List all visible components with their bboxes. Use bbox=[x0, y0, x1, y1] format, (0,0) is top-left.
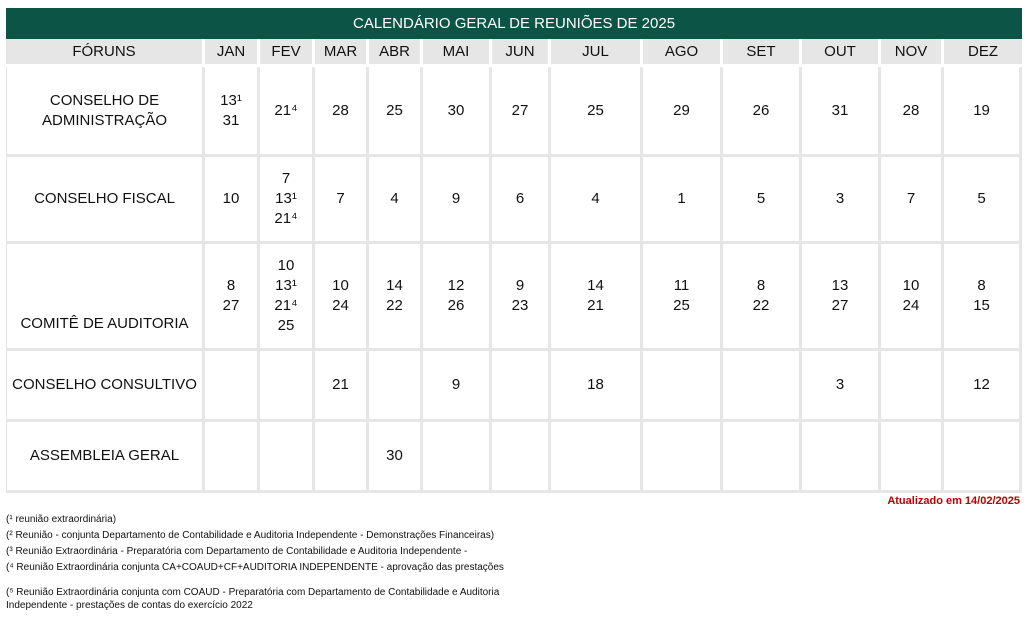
meeting-date: 8 bbox=[977, 277, 986, 294]
meeting-date: 27 bbox=[511, 101, 529, 119]
meeting-date: 24 bbox=[902, 297, 920, 314]
meeting-cell-dez bbox=[944, 67, 1022, 157]
meeting-date: 27 bbox=[831, 297, 849, 314]
meeting-date: 10 bbox=[222, 190, 240, 207]
meeting-cell-dez bbox=[944, 157, 1022, 244]
meeting-cell-mar bbox=[315, 157, 369, 244]
meeting-date: 21⁴ bbox=[274, 101, 298, 119]
meeting-cell-abr bbox=[369, 351, 423, 422]
footnotes bbox=[6, 512, 506, 612]
meeting-date: 13 bbox=[831, 277, 849, 294]
meeting-date: 7 bbox=[336, 190, 345, 207]
forum-row bbox=[6, 244, 1022, 351]
month-header-ago: AGO bbox=[643, 39, 723, 67]
meeting-date: 14 bbox=[587, 277, 604, 294]
meeting-date: 30 bbox=[386, 447, 403, 464]
forum-row bbox=[6, 157, 1022, 244]
footnote-4: (⁴ Reunião Extraordinária conjunta CA+COAUD+CF+AUDITORIA INDEPENDENTE - aprovação das prestações bbox=[6, 562, 504, 573]
meeting-date: 9 bbox=[451, 190, 461, 207]
month-header-set: SET bbox=[723, 39, 802, 67]
meeting-cell-mar bbox=[315, 67, 369, 157]
meeting-cell-nov bbox=[881, 244, 944, 351]
forum-name-line: ASSEMBLEIA GERAL bbox=[29, 447, 180, 464]
meeting-cell-out bbox=[802, 351, 881, 422]
meeting-date: 26 bbox=[447, 297, 465, 314]
meeting-date: 4 bbox=[390, 190, 399, 207]
meeting-cell-ago bbox=[643, 157, 723, 244]
meeting-date: 10 bbox=[277, 257, 295, 274]
meeting-cell-ago bbox=[643, 67, 723, 157]
meeting-cell-jul bbox=[551, 157, 643, 244]
meeting-cell-mai bbox=[423, 67, 492, 157]
meeting-date: 11 bbox=[673, 277, 690, 294]
meeting-date: 6 bbox=[515, 190, 525, 207]
meeting-cell-set bbox=[723, 422, 802, 493]
month-header-dez: DEZ bbox=[944, 39, 1022, 67]
month-header-jan: JAN bbox=[205, 39, 260, 67]
meeting-date: 21⁴ bbox=[274, 210, 298, 227]
meeting-cell-set bbox=[723, 157, 802, 244]
meeting-date: 30 bbox=[447, 101, 465, 119]
meeting-cell-mai bbox=[423, 244, 492, 351]
meeting-cell-mar bbox=[315, 351, 369, 422]
meeting-date: 9 bbox=[515, 277, 525, 294]
forum-name-line: CONSELHO CONSULTIVO bbox=[12, 376, 197, 393]
forum-name-line: COMITÊ DE AUDITORIA bbox=[20, 315, 189, 332]
meeting-date: 13¹ bbox=[275, 277, 297, 294]
meeting-cell-jun bbox=[492, 244, 551, 351]
meeting-cell-fev bbox=[260, 351, 315, 422]
meeting-cell-jan bbox=[205, 244, 260, 351]
meeting-date: 22 bbox=[386, 297, 403, 314]
meeting-date: 31 bbox=[222, 111, 240, 129]
meeting-cell-jul bbox=[551, 351, 643, 422]
forum-name-line: ADMINISTRAÇÃO bbox=[41, 111, 167, 129]
footnote-1: (¹ reunião extraordinária) bbox=[6, 514, 117, 525]
meeting-cell-abr bbox=[369, 422, 423, 493]
meeting-date: 27 bbox=[222, 297, 240, 314]
meeting-cell-abr bbox=[369, 157, 423, 244]
meeting-cell-set bbox=[723, 244, 802, 351]
meeting-date: 3 bbox=[835, 190, 845, 207]
meeting-cell-nov bbox=[881, 157, 944, 244]
meeting-cell-fev bbox=[260, 157, 315, 244]
meeting-date: 23 bbox=[511, 297, 529, 314]
meeting-date: 25 bbox=[386, 101, 403, 119]
meeting-cell-nov bbox=[881, 67, 944, 157]
meeting-cell-jan bbox=[205, 157, 260, 244]
meeting-cell-out bbox=[802, 244, 881, 351]
meeting-cell-jul bbox=[551, 67, 643, 157]
meeting-date: 9 bbox=[451, 376, 461, 393]
forum-row bbox=[6, 422, 1022, 493]
meeting-cell-mar bbox=[315, 244, 369, 351]
meeting-cell-mai bbox=[423, 422, 492, 493]
meeting-cell-out bbox=[802, 67, 881, 157]
calendar-title: CALENDÁRIO GERAL DE REUNIÕES DE 2025 bbox=[6, 8, 1022, 39]
meeting-cell-jun bbox=[492, 422, 551, 493]
meeting-date: 4 bbox=[591, 190, 600, 207]
meeting-date: 25 bbox=[277, 317, 295, 334]
meeting-cell-mai bbox=[423, 157, 492, 244]
footnote-3: (³ Reunião Extraordinária - Preparatória com Departamento de Contabilidade e Auditoria Independente - bbox=[6, 546, 468, 557]
month-header-jul: JUL bbox=[551, 39, 643, 67]
meeting-date: 28 bbox=[902, 101, 920, 119]
meeting-date: 25 bbox=[673, 297, 690, 314]
month-header-mar: MAR bbox=[315, 39, 369, 67]
meeting-date: 3 bbox=[835, 376, 845, 393]
calendar-body bbox=[6, 67, 1022, 493]
meeting-date: 8 bbox=[226, 277, 236, 294]
meeting-date: 14 bbox=[386, 277, 403, 294]
meeting-date: 31 bbox=[831, 101, 849, 119]
forum-name bbox=[6, 351, 205, 422]
meeting-cell-mar bbox=[315, 422, 369, 493]
meeting-date: 12 bbox=[447, 277, 465, 294]
month-header-abr: ABR bbox=[369, 39, 423, 67]
meeting-cell-fev bbox=[260, 244, 315, 351]
meeting-cell-ago bbox=[643, 244, 723, 351]
forum-row bbox=[6, 351, 1022, 422]
month-header-fev: FEV bbox=[260, 39, 315, 67]
meeting-date: 24 bbox=[332, 297, 349, 314]
meeting-cell-jun bbox=[492, 157, 551, 244]
footnote-5: (⁵ Reunião Extraordinária conjunta com COAUD - Preparatória com Departamento de Contabilidade e Auditoria Independente - prestações de contas do exercício 2022 bbox=[6, 587, 500, 611]
updated-date: Atualizado em 14/02/2025 bbox=[887, 495, 1020, 507]
forum-name bbox=[6, 157, 205, 244]
meeting-cell-out bbox=[802, 157, 881, 244]
forum-name bbox=[6, 422, 205, 493]
meeting-cell-nov bbox=[881, 422, 944, 493]
forum-name bbox=[6, 244, 205, 351]
month-header-mai: MAI bbox=[423, 39, 492, 67]
meeting-date: 12 bbox=[973, 376, 990, 393]
meeting-cell-dez bbox=[944, 351, 1022, 422]
meeting-cell-jan bbox=[205, 67, 260, 157]
meeting-date: 13¹ bbox=[220, 91, 242, 109]
meeting-cell-fev bbox=[260, 422, 315, 493]
meeting-cell-out bbox=[802, 422, 881, 493]
meeting-date: 5 bbox=[977, 190, 986, 207]
month-header-row bbox=[6, 39, 1022, 67]
meeting-cell-fev bbox=[260, 67, 315, 157]
meeting-cell-jul bbox=[551, 422, 643, 493]
meeting-date: 18 bbox=[587, 376, 604, 393]
meeting-calendar-table bbox=[6, 8, 1022, 493]
meeting-cell-abr bbox=[369, 67, 423, 157]
meeting-cell-set bbox=[723, 351, 802, 422]
meeting-date: 15 bbox=[973, 297, 990, 314]
footnote-2: (² Reunião - conjunta Departamento de Contabilidade e Auditoria Independente - Demonstrações Financeiras) bbox=[6, 530, 495, 541]
meeting-cell-jan bbox=[205, 351, 260, 422]
meeting-cell-abr bbox=[369, 244, 423, 351]
meeting-date: 25 bbox=[587, 101, 604, 119]
meeting-date: 21 bbox=[332, 376, 349, 393]
meeting-date: 7 bbox=[281, 170, 291, 187]
month-header-out: OUT bbox=[802, 39, 881, 67]
meeting-cell-ago bbox=[643, 422, 723, 493]
meeting-date: 8 bbox=[756, 277, 766, 294]
forum-name-line: CONSELHO DE bbox=[49, 91, 160, 109]
meeting-cell-ago bbox=[643, 351, 723, 422]
month-header-nov: NOV bbox=[881, 39, 944, 67]
forum-name bbox=[6, 67, 205, 157]
meeting-date: 21⁴ bbox=[274, 297, 298, 314]
meeting-date: 21 bbox=[587, 297, 604, 314]
meeting-date: 13¹ bbox=[275, 190, 297, 207]
meeting-cell-mai bbox=[423, 351, 492, 422]
meeting-cell-jan bbox=[205, 422, 260, 493]
meeting-cell-dez bbox=[944, 422, 1022, 493]
forum-name-line: CONSELHO FISCAL bbox=[34, 190, 175, 207]
meeting-date: 26 bbox=[752, 101, 770, 119]
meeting-date: 10 bbox=[332, 277, 349, 294]
meeting-date: 7 bbox=[906, 190, 916, 207]
meeting-cell-jun bbox=[492, 67, 551, 157]
meeting-cell-jul bbox=[551, 244, 643, 351]
meeting-cell-set bbox=[723, 67, 802, 157]
meeting-date: 10 bbox=[902, 277, 920, 294]
meeting-date: 1 bbox=[677, 190, 686, 207]
meeting-cell-dez bbox=[944, 244, 1022, 351]
meeting-date: 28 bbox=[332, 101, 349, 119]
forums-header: FÓRUNS bbox=[6, 39, 205, 67]
meeting-date: 19 bbox=[973, 101, 990, 119]
month-header-jun: JUN bbox=[492, 39, 551, 67]
meeting-cell-nov bbox=[881, 351, 944, 422]
meeting-date: 29 bbox=[673, 101, 690, 119]
meeting-cell-jun bbox=[492, 351, 551, 422]
meeting-date: 5 bbox=[756, 190, 766, 207]
meeting-date: 22 bbox=[752, 297, 770, 314]
forum-row bbox=[6, 67, 1022, 157]
